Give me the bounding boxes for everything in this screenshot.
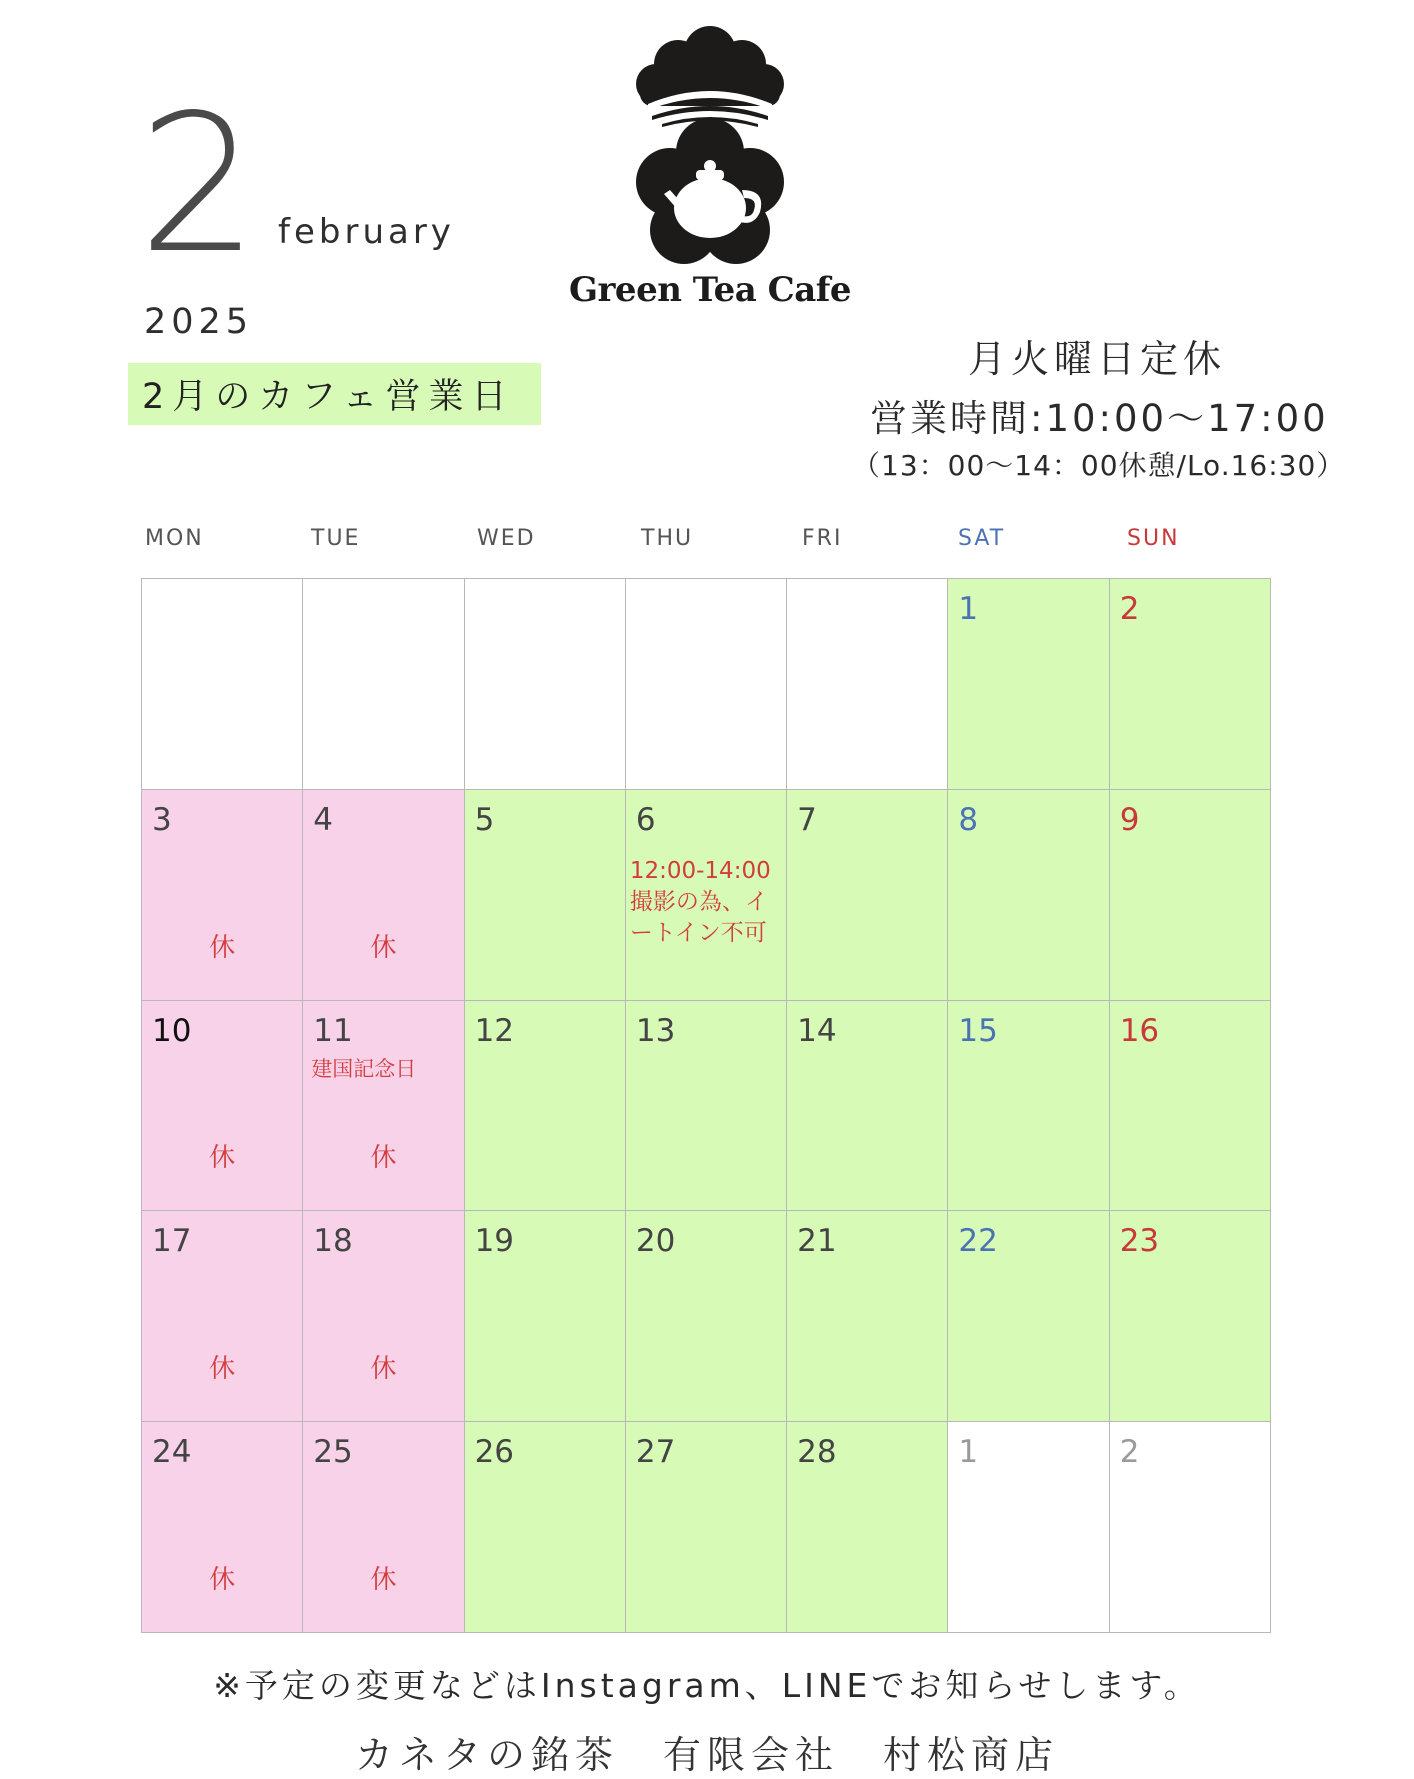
day-number: 16 [1119,1012,1160,1049]
calendar-grid [141,578,1271,1633]
month-name: february [278,212,455,252]
day-number: 7 [797,801,817,838]
closed-mark: 休 [370,1354,397,1385]
month-number: 2 [138,74,259,295]
calendar-day-cell [1110,1211,1271,1422]
calendar-day-cell [948,579,1109,790]
calendar-day-cell [948,1001,1109,1212]
closed-rule: 月火曜日定休 [968,337,1227,381]
calendar-day-cell [465,1001,626,1212]
day-number: 18 [313,1223,353,1260]
company-name: カネタの銘茶 有限会社 村松商店 [354,1733,1059,1777]
day-number: 2 [1119,591,1140,627]
open-days-label: 2月のカフェ営業日 [128,363,541,425]
weekday-sun: SUN [1127,526,1180,551]
day-number: 9 [1119,801,1140,838]
day-number: 26 [474,1434,515,1471]
closed-mark: 休 [370,1143,397,1174]
weekday-fri: FRI [802,526,843,551]
calendar-day-cell [626,790,787,1001]
calendar-day-cell [303,1001,464,1212]
day-number: 22 [958,1223,998,1260]
calendar-day-cell [626,1422,787,1633]
calendar-day-cell [142,579,303,790]
calendar-day-cell [465,1211,626,1422]
calendar-day-cell [303,1211,464,1422]
day-number: 20 [635,1223,676,1260]
weekday-tue: TUE [311,526,361,551]
day-number: 19 [474,1223,515,1260]
day-number: 6 [635,801,656,838]
calendar-day-cell [303,790,464,1001]
weekday-mon: MON [145,526,204,551]
closed-mark: 休 [209,932,236,963]
calendar-day-cell [787,1211,948,1422]
business-hours: 営業時間:10:00～17:00 [870,397,1329,440]
calendar-day-cell [626,1001,787,1212]
calendar-day-cell [626,1211,787,1422]
calendar-day-cell [465,790,626,1001]
calendar-day-cell [948,1422,1109,1633]
break-time: （13：00～14：00休憩/Lo.16:30） [852,449,1346,482]
day-number: 10 [152,1012,192,1049]
day-number: 15 [958,1012,998,1049]
calendar-day-cell [1110,1422,1271,1633]
day-number: 5 [474,801,495,838]
day-number: 14 [797,1012,837,1049]
day-number: 28 [797,1434,837,1471]
calendar-day-cell [142,1211,303,1422]
day-number: 24 [152,1434,192,1471]
calendar-day-cell [465,579,626,790]
calendar-day-cell [303,579,464,790]
calendar-day-cell [465,1422,626,1633]
day-number: 23 [1119,1223,1160,1260]
weekday-wed: WED [477,526,536,551]
calendar-day-cell [787,579,948,790]
day-number: 12 [474,1012,515,1049]
calendar-day-cell [948,790,1109,1001]
teapot-plum-logo-icon [560,12,860,274]
weekday-sat: SAT [958,526,1006,551]
logo-text: Green Tea Cafe [568,270,852,310]
day-note: 12:00-14:00 撮影の為、イートイン不可 [629,857,771,946]
day-number: 2 [1119,1434,1140,1471]
day-number: 11 [313,1012,353,1049]
closed-mark: 休 [209,1565,236,1595]
closed-mark: 休 [209,1354,236,1385]
day-number: 4 [313,801,334,838]
calendar-day-cell [303,1422,464,1633]
day-number: 13 [635,1012,676,1049]
calendar-day-cell [948,1211,1109,1422]
calendar-day-cell [142,1422,303,1633]
day-number: 27 [635,1434,676,1471]
calendar-day-cell [1110,579,1271,790]
day-number: 17 [152,1223,192,1260]
day-number: 21 [797,1223,837,1260]
day-number: 8 [958,801,979,838]
closed-mark: 休 [370,1565,397,1595]
calendar-day-cell [142,790,303,1001]
calendar-day-cell [787,1422,948,1633]
day-number: 3 [152,801,172,838]
calendar-day-cell [1110,790,1271,1001]
day-number: 1 [958,1434,979,1471]
calendar-day-cell [787,790,948,1001]
calendar-day-cell [626,579,787,790]
calendar-day-cell [142,1001,303,1212]
day-number: 25 [313,1434,353,1471]
day-number: 1 [958,591,979,627]
closed-mark: 休 [370,932,397,963]
calendar-day-cell [787,1001,948,1212]
closed-mark: 休 [209,1143,236,1174]
footer-note: ※予定の変更などはInstagram、LINEでお知らせします。 [213,1666,1201,1705]
weekday-thu: THU [641,526,694,551]
year: 2025 [144,302,254,342]
calendar-day-cell [1110,1001,1271,1212]
holiday-label: 建国記念日 [311,1056,417,1081]
